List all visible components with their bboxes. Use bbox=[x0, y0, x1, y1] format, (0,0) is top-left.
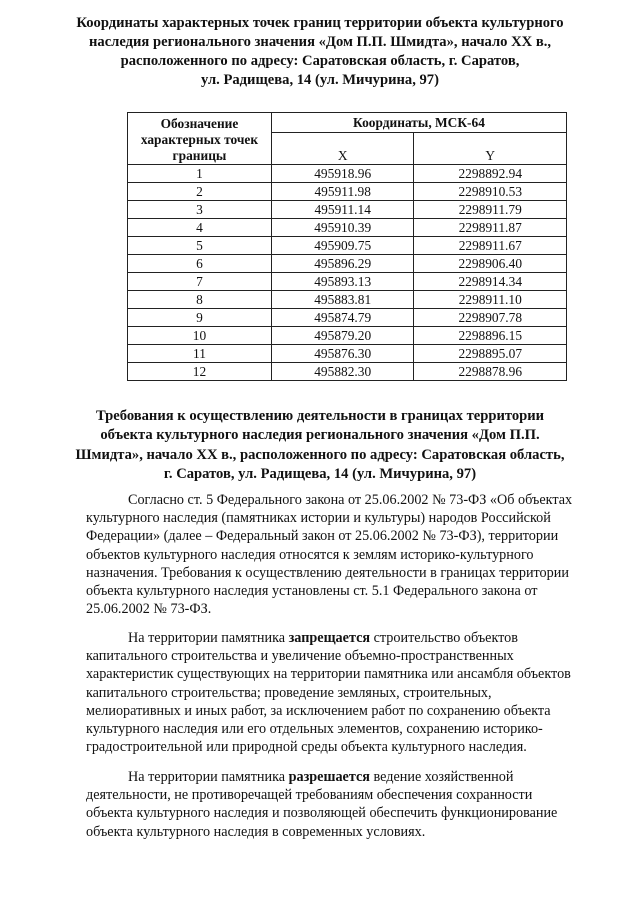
point-number-cell: 7 bbox=[128, 273, 272, 291]
y-coordinate-cell: 2298896.15 bbox=[414, 327, 567, 345]
paragraph-line: Федерации» (далее – Федеральный закон от 25.06.2002 № 73-ФЗ), территории bbox=[86, 528, 559, 545]
paragraph-lead: На территории памятника bbox=[128, 630, 289, 646]
x-coordinate-cell: 495893.13 bbox=[271, 273, 414, 291]
table-row bbox=[128, 219, 567, 237]
paragraph-line: Согласно ст. 5 Федерального закона от 25.06.2002 № 73-ФЗ «Об объектах bbox=[128, 492, 573, 508]
header-x: X bbox=[271, 132, 414, 164]
paragraph-line: капитального строительства; проведение земляных, строительных, bbox=[86, 684, 492, 701]
paragraph-line: культурного наследия или его отдельных элементов, сохранению историко- bbox=[86, 721, 543, 738]
y-coordinate-cell: 2298907.78 bbox=[414, 309, 567, 327]
section-title bbox=[68, 407, 572, 484]
header-coordinates: Координаты, МСК-64 bbox=[271, 113, 566, 133]
paragraph-first-line bbox=[86, 768, 606, 786]
x-coordinate-cell: 495879.20 bbox=[271, 327, 414, 345]
x-coordinate-cell: 495876.30 bbox=[271, 345, 414, 363]
y-coordinate-cell: 2298892.94 bbox=[414, 165, 567, 183]
paragraph-legal-basis bbox=[86, 491, 606, 618]
title-line: наследия регионального значения «Дом П.П. Шмидта», начало XX в., bbox=[88, 34, 552, 50]
table-row bbox=[128, 291, 567, 309]
table-row bbox=[128, 273, 567, 291]
point-number-cell: 12 bbox=[128, 363, 272, 381]
table-row bbox=[128, 183, 567, 201]
point-number-cell: 9 bbox=[128, 309, 272, 327]
y-coordinate-cell: 2298906.40 bbox=[414, 255, 567, 273]
title-line: ул. Радищева, 14 (ул. Мичурина, 97) bbox=[201, 72, 439, 88]
paragraph-first-line bbox=[86, 629, 606, 647]
header-point-name: Обозначение характерных точек границы bbox=[128, 113, 272, 165]
table-row bbox=[128, 309, 567, 327]
section-title-line: Шмидта», начало XX в., расположенного по адресу: Саратовская область, bbox=[75, 446, 565, 463]
table-row bbox=[128, 165, 567, 183]
y-coordinate-cell: 2298911.10 bbox=[414, 291, 567, 309]
point-number-cell: 2 bbox=[128, 183, 272, 201]
paragraph-rest: ведение хозяйственной bbox=[369, 769, 514, 785]
x-coordinate-cell: 495909.75 bbox=[271, 237, 414, 255]
paragraph-line: объектов культурного наследия относятся к землям историко-культурного bbox=[86, 546, 534, 563]
x-coordinate-cell: 495918.96 bbox=[271, 165, 414, 183]
point-number-cell: 3 bbox=[128, 201, 272, 219]
paragraph-line: культурного наследия (памятниках истории и культуры) народов Российской bbox=[86, 510, 551, 527]
paragraph-line: характеристик существующих на территории памятника или ансамбля объектов bbox=[86, 666, 571, 683]
table-row bbox=[128, 255, 567, 273]
document-title bbox=[40, 14, 600, 90]
paragraph-line: объекта культурного наследия и позволяющей обеспечить функционирование bbox=[86, 805, 558, 822]
paragraph-rest: строительство объектов bbox=[370, 630, 518, 646]
y-coordinate-cell: 2298911.79 bbox=[414, 201, 567, 219]
paragraph-line: мелиоративных и иных работ, за исключением работ по сохранению объекта bbox=[86, 702, 551, 719]
section-title-line: г. Саратов, ул. Радищева, 14 (ул. Мичурина, 97) bbox=[163, 465, 477, 482]
y-coordinate-cell: 2298895.07 bbox=[414, 345, 567, 363]
y-coordinate-cell: 2298910.53 bbox=[414, 183, 567, 201]
section-title-line: объекта культурного наследия регионального значения «Дом П.П. bbox=[100, 427, 540, 444]
point-number-cell: 5 bbox=[128, 237, 272, 255]
paragraph-line: объекта культурного наследия установлены ст. 5.1 Федерального закона от bbox=[86, 583, 538, 600]
x-coordinate-cell: 495910.39 bbox=[271, 219, 414, 237]
table-row bbox=[128, 327, 567, 345]
x-coordinate-cell: 495911.98 bbox=[271, 183, 414, 201]
title-line: расположенного по адресу: Саратовская область, г. Саратов, bbox=[120, 53, 520, 69]
point-number-cell: 6 bbox=[128, 255, 272, 273]
prohibited-emphasis: запрещается bbox=[288, 630, 371, 646]
point-number-cell: 10 bbox=[128, 327, 272, 345]
title-line: Координаты характерных точек границ территории объекта культурного bbox=[76, 15, 564, 31]
permitted-emphasis: разрешается bbox=[288, 769, 370, 785]
x-coordinate-cell: 495883.81 bbox=[271, 291, 414, 309]
paragraph-line: 25.06.2002 № 73-ФЗ. bbox=[86, 601, 212, 618]
x-coordinate-cell: 495896.29 bbox=[271, 255, 414, 273]
x-coordinate-cell: 495911.14 bbox=[271, 201, 414, 219]
point-number-cell: 4 bbox=[128, 219, 272, 237]
header-y: Y bbox=[414, 132, 567, 164]
x-coordinate-cell: 495874.79 bbox=[271, 309, 414, 327]
section-title-line: Требования к осуществлению деятельности в границах территории bbox=[95, 408, 545, 424]
paragraph-line: объекта культурного наследия в современных условиях. bbox=[86, 823, 426, 840]
y-coordinate-cell: 2298914.34 bbox=[414, 273, 567, 291]
table-row bbox=[128, 363, 567, 381]
point-number-cell: 11 bbox=[128, 345, 272, 363]
paragraph-line: капитального строительства и увеличение объемно-пространственных bbox=[86, 648, 514, 665]
coordinates-table-body bbox=[128, 165, 567, 381]
y-coordinate-cell: 2298911.67 bbox=[414, 237, 567, 255]
table-row bbox=[128, 201, 567, 219]
table-row bbox=[128, 237, 567, 255]
paragraph-line: градостроительной или природной среды объекта культурного наследия. bbox=[86, 739, 527, 756]
paragraph-lead: На территории памятника bbox=[128, 769, 289, 785]
paragraph-line: назначения. Требования к осуществлению деятельности в границах территории bbox=[86, 564, 569, 581]
coordinates-table bbox=[127, 112, 567, 381]
y-coordinate-cell: 2298911.87 bbox=[414, 219, 567, 237]
point-number-cell: 1 bbox=[128, 165, 272, 183]
x-coordinate-cell: 495882.30 bbox=[271, 363, 414, 381]
paragraph-line: деятельности, не противоречащей требованиям обеспечения сохранности bbox=[86, 787, 533, 804]
point-number-cell: 8 bbox=[128, 291, 272, 309]
table-row bbox=[128, 345, 567, 363]
paragraph-prohibited bbox=[86, 629, 606, 756]
paragraph-permitted bbox=[86, 768, 606, 841]
y-coordinate-cell: 2298878.96 bbox=[414, 363, 567, 381]
